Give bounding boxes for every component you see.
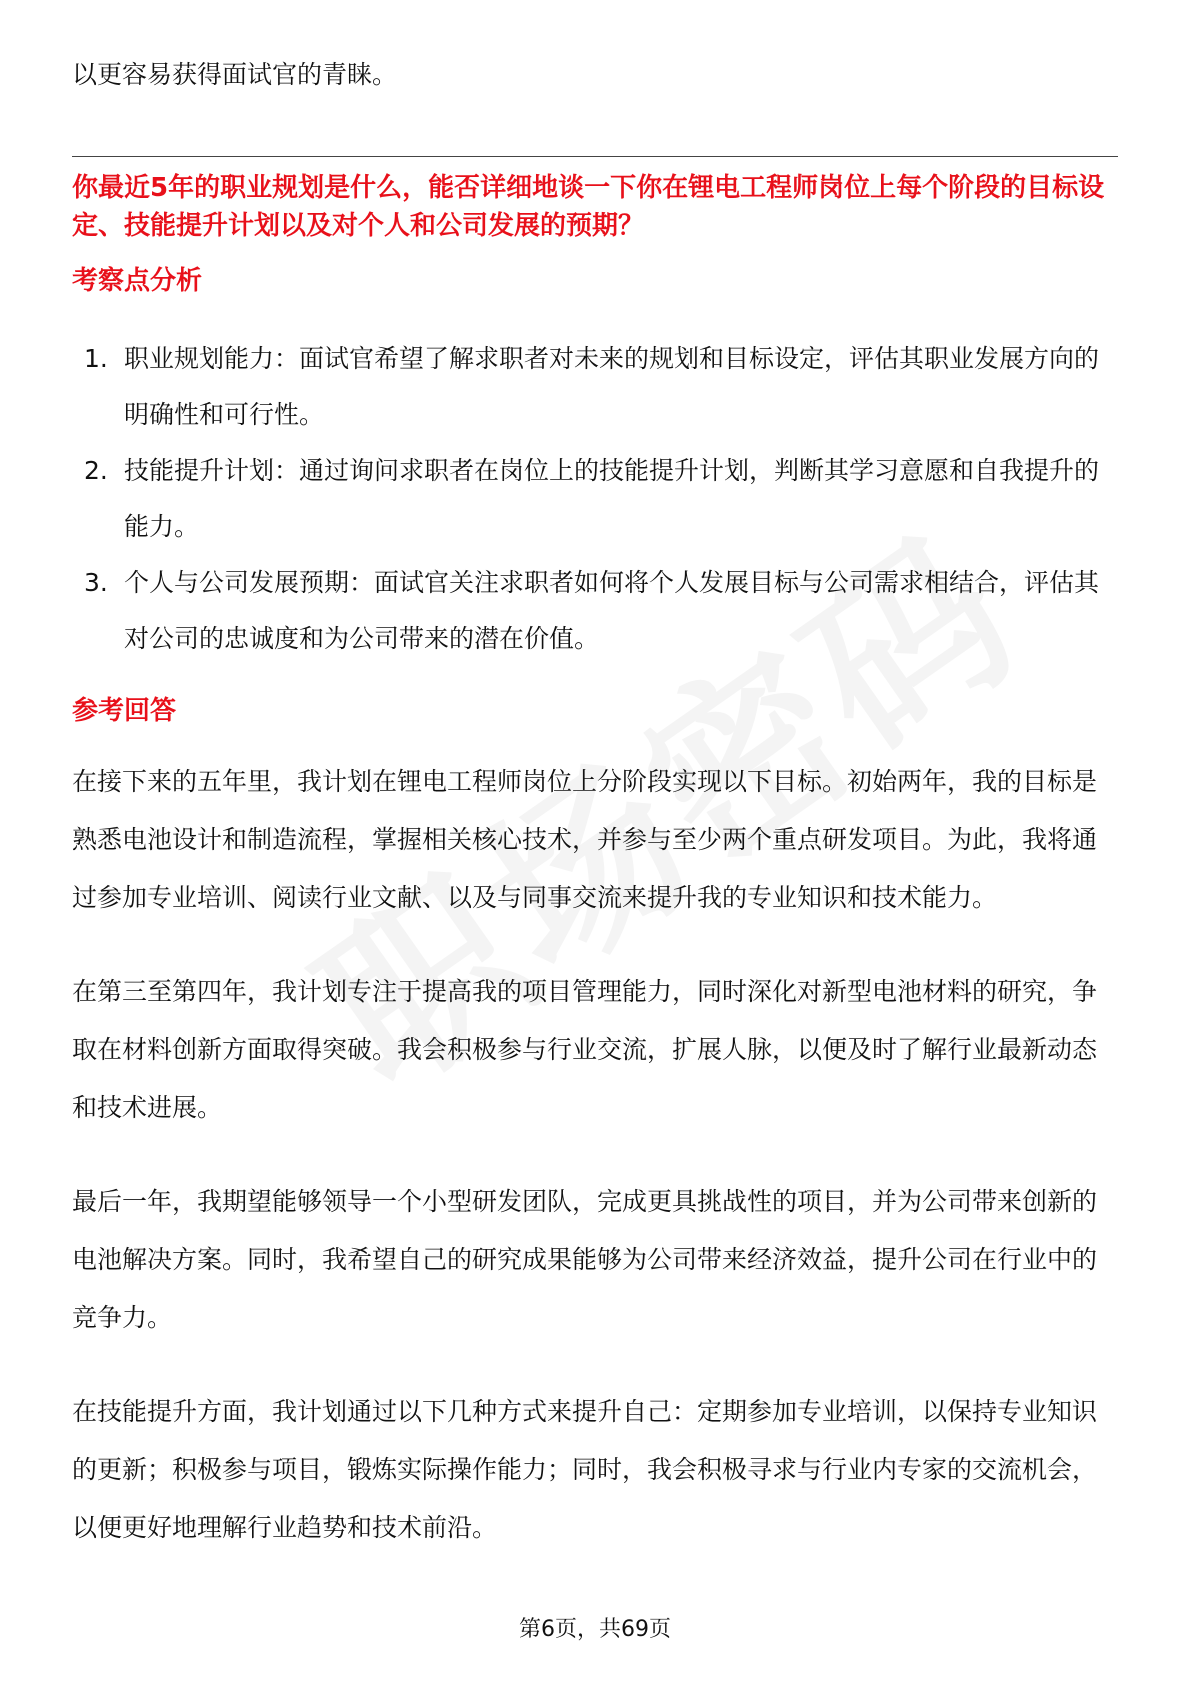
section-divider <box>72 156 1118 157</box>
answer-paragraph-4: 在技能提升方面，我计划通过以下几种方式来提升自己：定期参加专业培训，以保持专业知识的更新；积极参与项目，锻炼实际操作能力；同时，我会积极寻求与行业内专家的交流机会，以便更好地理解行业趋势和技术前沿。 <box>72 1397 1098 1542</box>
analysis-item-3 <box>72 555 1118 667</box>
analysis-list <box>72 331 1118 667</box>
answer-heading: 参考回答 <box>72 696 177 726</box>
analysis-item-2 <box>72 443 1118 555</box>
analysis-item-1 <box>72 331 1118 443</box>
answer-paragraph-3: 最后一年，我期望能够领导一个小型研发团队，完成更具挑战性的项目，并为公司带来创新的电池解决方案。同时，我希望自己的研究成果能够为公司带来经济效益，提升公司在行业中的竞争力。 <box>72 1187 1098 1332</box>
answer-paragraph-2: 在第三至第四年，我计划专注于提高我的项目管理能力，同时深化对新型电池材料的研究，争取在材料创新方面取得突破。我会积极参与行业交流，扩展人脉，以便及时了解行业最新动态和技术进展。 <box>72 977 1098 1122</box>
page-content <box>72 46 1118 1557</box>
answer-paragraph-1: 在接下来的五年里，我计划在锂电工程师岗位上分阶段实现以下目标。初始两年，我的目标是熟悉电池设计和制造流程，掌握相关核心技术，并参与至少两个重点研发项目。为此，我将通过参加专业培训、阅读行业文献、以及与同事交流来提升我的专业知识和技术能力。 <box>72 767 1098 912</box>
answer-body <box>72 753 1118 1557</box>
analysis-item-number: 2. <box>84 456 108 485</box>
analysis-item-number: 3. <box>84 568 108 597</box>
analysis-item-number: 1. <box>84 344 108 373</box>
analysis-item-text: 技能提升计划：通过询问求职者在岗位上的技能提升计划，判断其学习意愿和自我提升的能力。 <box>124 456 1100 541</box>
analysis-heading: 考察点分析 <box>72 266 203 296</box>
analysis-item-text: 个人与公司发展预期：面试官关注求职者如何将个人发展目标与公司需求相结合，评估其对公司的忠诚度和为公司带来的潜在价值。 <box>124 568 1100 653</box>
page-number-footer: 第6页，共69页 <box>519 1617 671 1642</box>
intro-tail-text: 以更容易获得面试官的青睐。 <box>72 60 398 89</box>
analysis-item-text: 职业规划能力：面试官希望了解求职者对未来的规划和目标设定，评估其职业发展方向的明确性和可行性。 <box>124 344 1100 429</box>
question-text: 你最近5年的职业规划是什么，能否详细地谈一下你在锂电工程师岗位上每个阶段的目标设定、技能提升计划以及对个人和公司发展的预期？ <box>72 173 1105 241</box>
